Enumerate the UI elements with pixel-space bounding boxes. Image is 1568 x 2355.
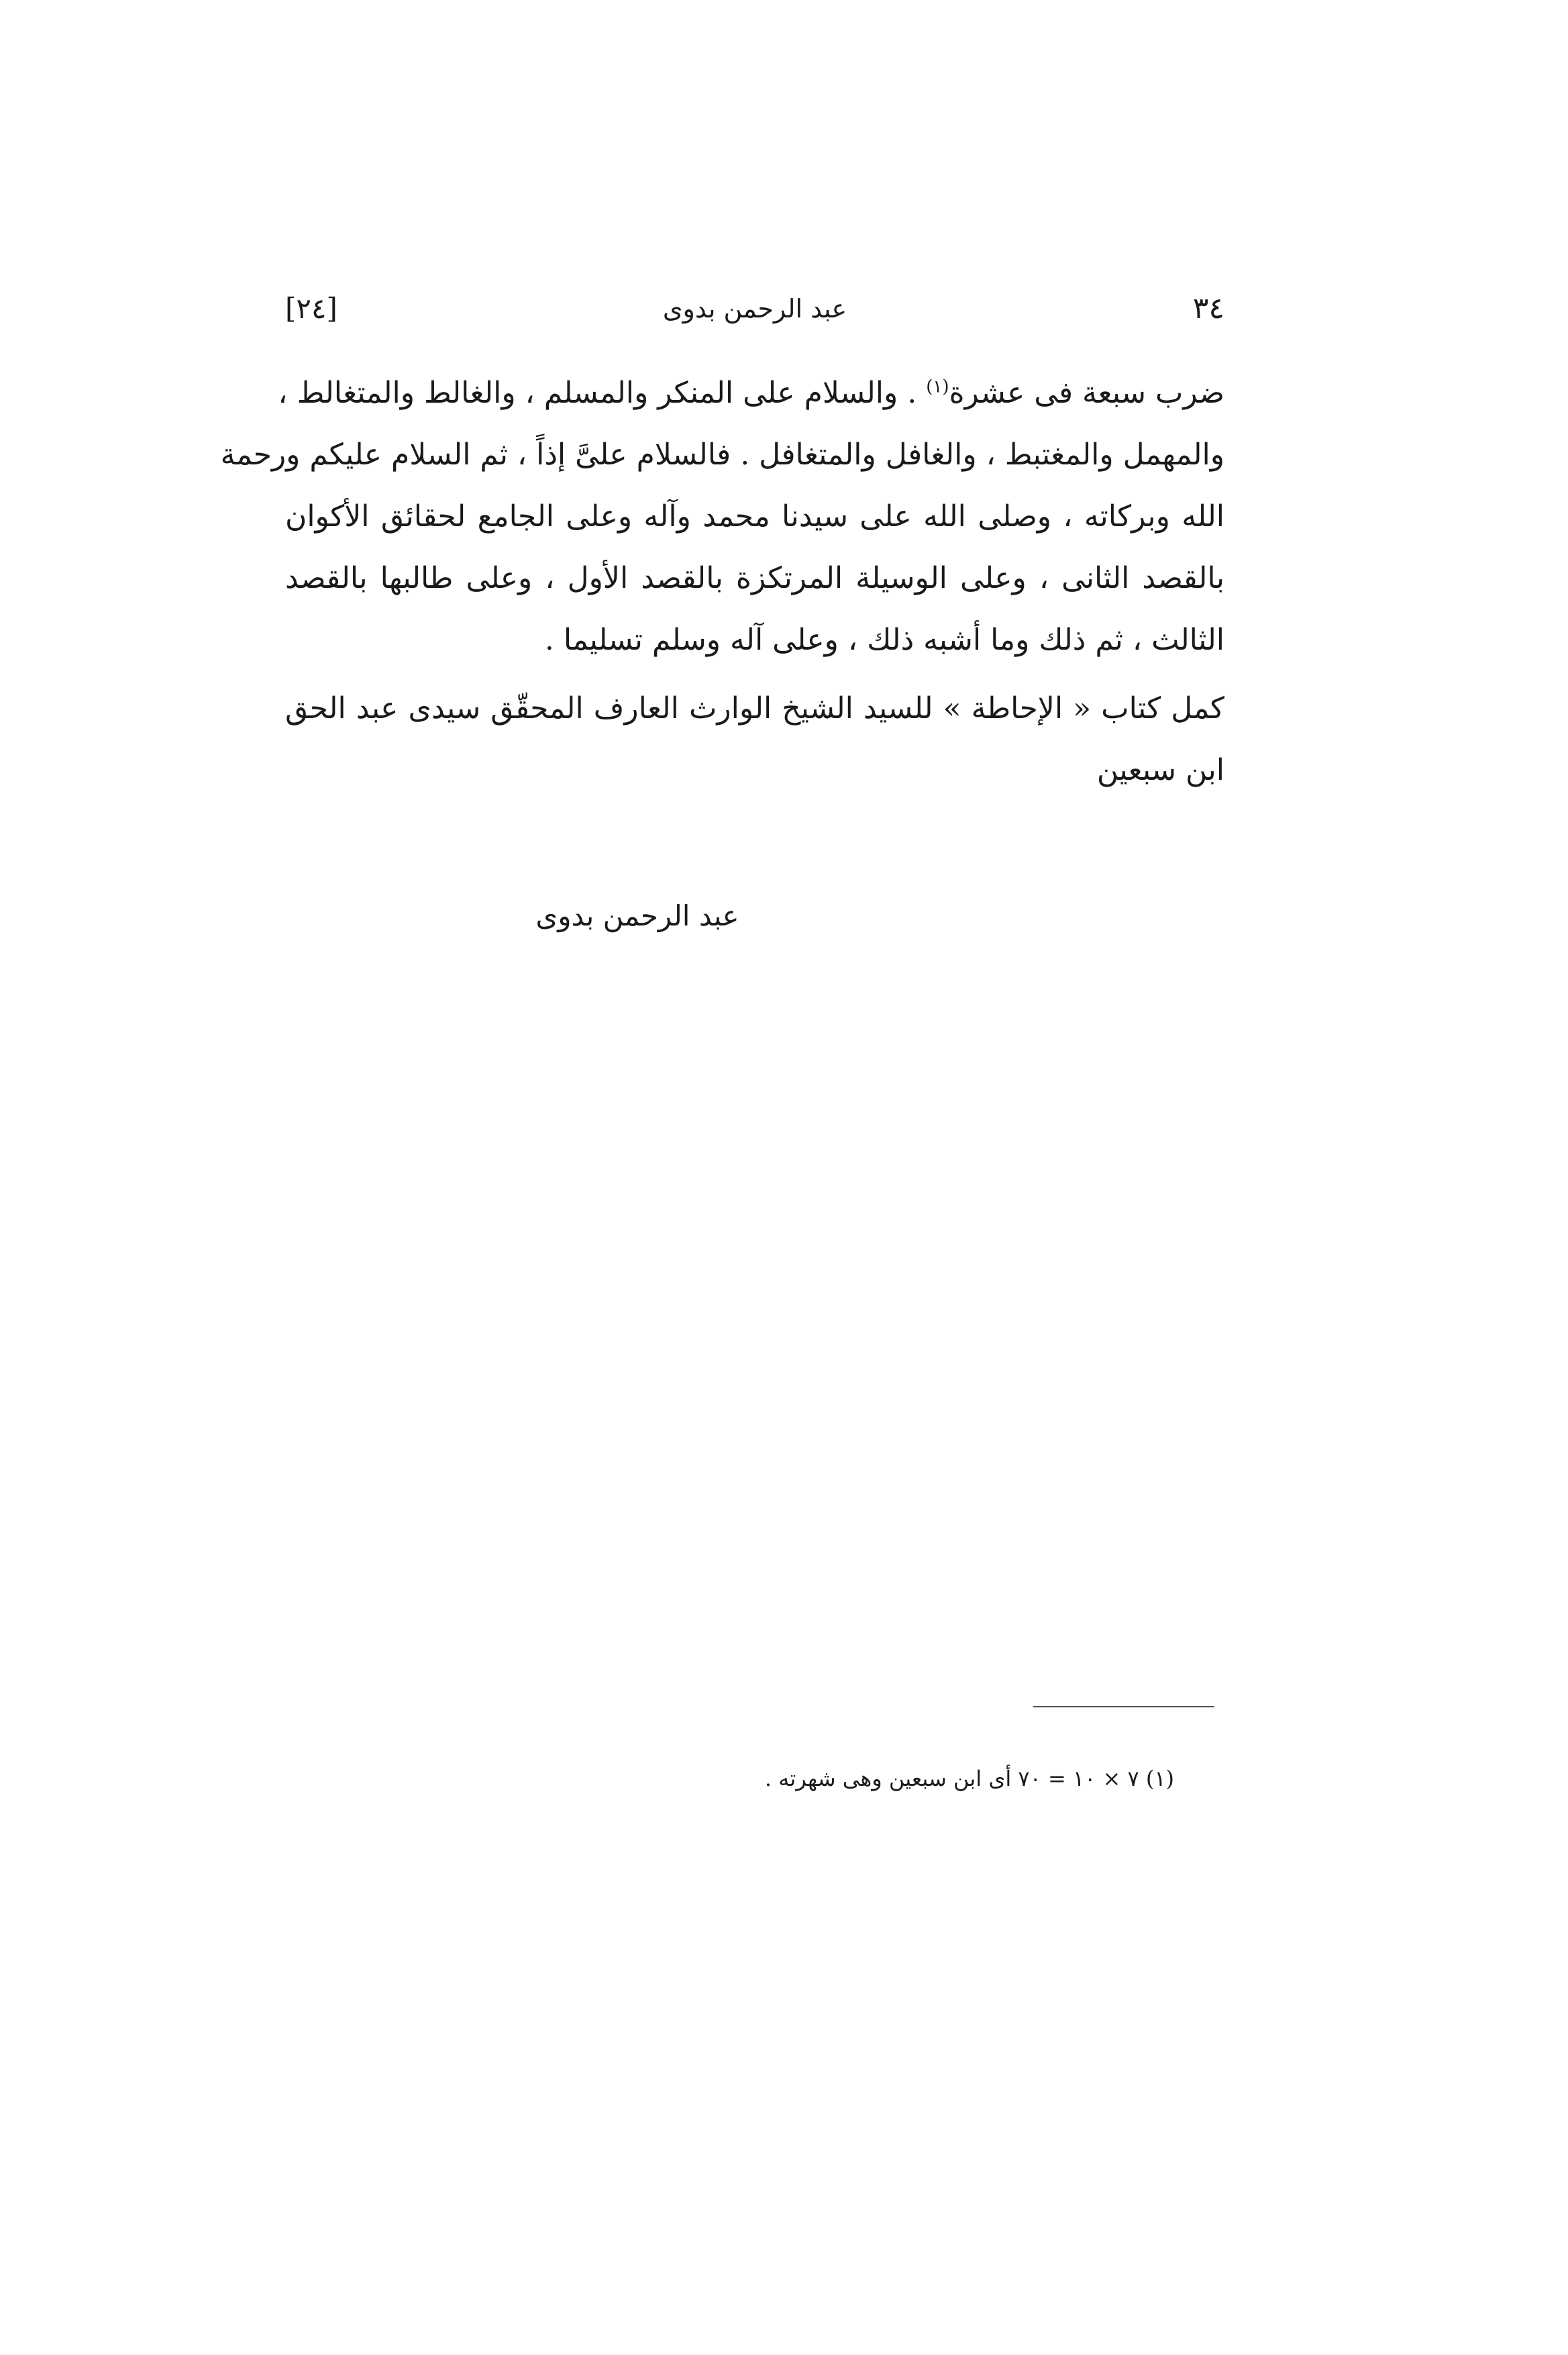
page-header — [285, 289, 1224, 336]
colophon-line-2: ابن سبعين — [1096, 753, 1224, 787]
paragraph-gap — [285, 671, 1224, 678]
text-line-5: الثالث ، ثم ذلك وما أشبه ذلك ، وعلى آله وسلم تسليما . — [544, 623, 1224, 657]
text-line-4: بالقصد الثانى ، وعلى الوسيلة المرتكزة بالقصد الأول ، وعلى طالبها بالقصد — [285, 561, 1224, 595]
original-page-reference: [٢٤] — [285, 292, 337, 325]
footnote-divider — [1033, 1706, 1214, 1707]
editor-signature: عبد الرحمن بدوى — [535, 899, 739, 932]
text-line-1 — [278, 362, 1224, 424]
text-line-3: الله وبركاته ، وصلى الله على سيدنا محمد وآله وعلى الجامع لحقائق الأكوان — [285, 499, 1224, 534]
footnote-reference: (١) — [926, 377, 949, 397]
page-number: ٣٤ — [1192, 291, 1224, 325]
footnote: (١) ٧ × ١٠ = ٧٠ أى ابن سبعين وهى شهرته . — [764, 1766, 1174, 1791]
main-text — [220, 362, 1224, 801]
text-line-1-end: . والسلام على المنكر والمسلم ، والغالط والمتغالط ، — [278, 376, 927, 410]
text-line-2: والمهمل والمغتبط ، والغافل والمتغافل . فالسلام علىَّ إذاً ، ثم السلام عليكم ورحمة — [220, 438, 1224, 472]
running-head-author: عبد الرحمن بدوى — [662, 294, 847, 323]
colophon-line-1: كمل كتاب « الإحاطة » للسيد الشيخ الوارث العارف المحقّق سيدى عبد الحق — [285, 691, 1224, 725]
text-line-1-start: ضرب سبعة فى عشرة — [949, 376, 1224, 410]
